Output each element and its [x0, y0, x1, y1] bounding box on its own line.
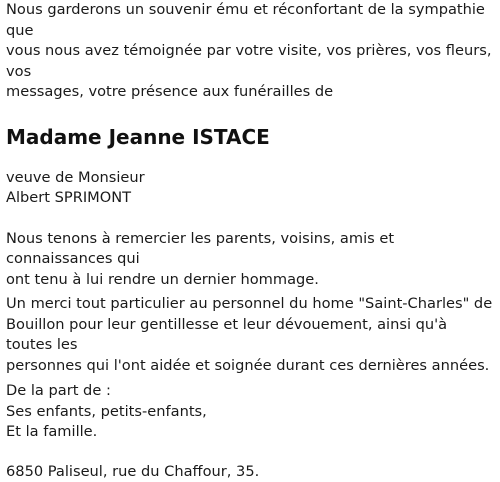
deceased-name: Madame Jeanne ISTACE [6, 124, 496, 150]
obituary-notice [6, 0, 496, 482]
from-paragraph [6, 381, 496, 443]
widow-line-1: veuve de Monsieur [6, 169, 145, 186]
address: 6850 Paliseul, rue du Chaffour, 35. [6, 462, 496, 482]
widow-line-2: Albert SPRIMONT [6, 189, 131, 206]
staff-line-2: Bouillon pour leur gentillesse et leur dévouement, ainsi qu'à toutes les [6, 316, 447, 354]
thanks-line-2: ont tenu à lui rendre un dernier hommage. [6, 271, 319, 288]
intro-line-1: Nous garderons un souvenir ému et réconfortant de la sympathie que [6, 1, 485, 39]
staff-thanks-paragraph [6, 294, 496, 376]
intro-line-3: messages, votre présence aux funérailles de [6, 83, 333, 100]
thanks-line-1: Nous tenons à remercier les parents, voisins, amis et connaissances qui [6, 230, 394, 268]
from-line-1: De la part de : [6, 382, 111, 399]
intro-paragraph [6, 0, 496, 103]
from-line-2: Ses enfants, petits-enfants, [6, 403, 207, 420]
intro-line-2: vous nous avez témoignée par votre visite, vos prières, vos fleurs, vos [6, 42, 491, 80]
staff-line-3: personnes qui l'ont aidée et soignée durant ces dernières années. [6, 357, 489, 374]
staff-line-1: Un merci tout particulier au personnel du home "Saint-Charles" de [6, 295, 492, 312]
from-line-3: Et la famille. [6, 423, 97, 440]
widow-paragraph [6, 168, 496, 209]
thanks-paragraph [6, 229, 496, 291]
